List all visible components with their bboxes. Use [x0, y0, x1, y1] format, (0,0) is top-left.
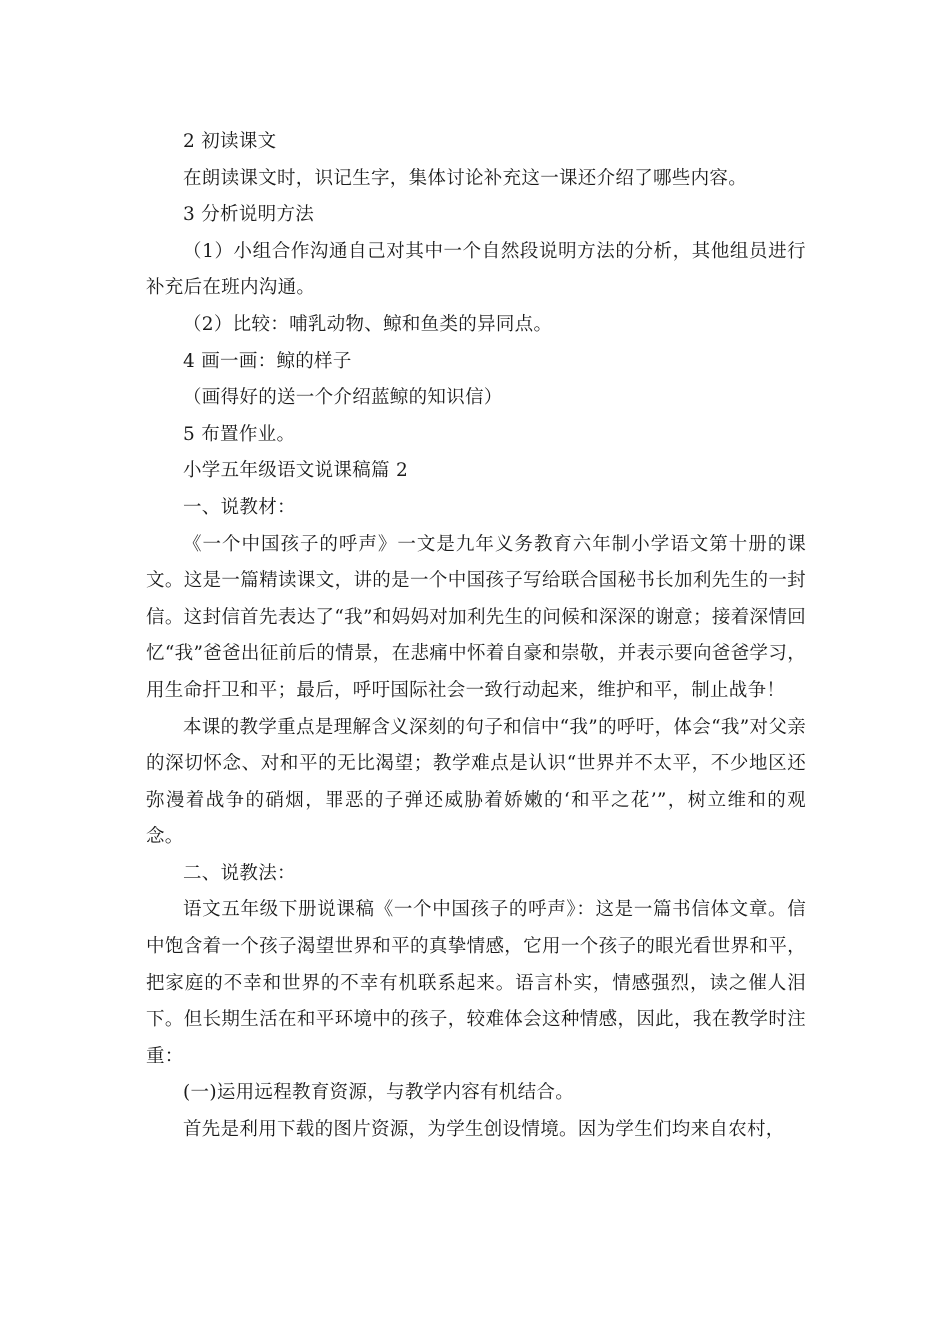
paragraph: 本课的教学重点是理解含义深刻的句子和信中“我”的呼吁，体会“我”对父亲的深切怀念、对和平的无比渴望；教学难点是认识“世界并不太平，不少地区还弥漫着战争的硝烟，罪恶的子弹还威胁着娇嫩的‘和平之花’”，树立维和的观念。: [146, 716, 806, 848]
heading-first-reading: 2 初读课文: [183, 131, 277, 152]
paragraph: 首先是利用下载的图片资源，为学生创设情境。因为学生们均来自农村，: [183, 1119, 785, 1141]
section-title: 小学五年级语文说课稿篇 2: [183, 460, 409, 482]
heading-draw: 4 画一画：鲸的样子: [183, 350, 352, 372]
paragraph: 《一个中国孩子的呼声》一文是九年义务教育六年制小学语文第十册的课文。这是一篇精读课文，讲的是一个中国孩子写给联合国秘书长加利先生的一封信。这封信首先表达了“我”和妈妈对加利先生的问候和深深的谢意；接着深情回忆“我”爸爸出征前后的情景，在悲痛中怀着自豪和崇敬，并表示要向爸爸学习，用生命扞卫和平；最后，呼吁国际社会一致行动起来，维护和平，制止战争！: [146, 533, 806, 701]
heading-textbook: 一、说教材：: [183, 496, 296, 518]
heading-teaching-method: 二、说教法：: [183, 862, 296, 884]
paragraph: 语文五年级下册说课稿《一个中国孩子的呼声》：这是一篇书信体文章。信中饱含着一个孩子渴望世界和平的真挚情感，它用一个孩子的眼光看世界和平，把家庭的不幸和世界的不幸有机联系起来。语言朴实，情感强烈，读之催人泪下。但长期生活在和平环境中的孩子，较难体会这种情感，因此，我在教学时注重：: [146, 899, 806, 1067]
paragraph: 在朗读课文时，识记生字，集体讨论补充这一课还介绍了哪些内容。: [183, 167, 748, 189]
heading-analyze-method: 3 分析说明方法: [183, 204, 315, 226]
paragraph: (一)运用远程教育资源，与教学内容有机结合。: [183, 1082, 575, 1104]
paragraph: （2）比较：哺乳动物、鲸和鱼类的异同点。: [183, 313, 553, 335]
paragraph: （画得好的送一个介绍蓝鲸的知识信）: [183, 387, 503, 409]
paragraph: （1）小组合作沟通自己对其中一个自然段说明方法的分析，其他组员进行补充后在班内沟通。: [146, 240, 806, 299]
heading-homework: 5 布置作业。: [183, 423, 296, 445]
document-page: [146, 124, 806, 1149]
